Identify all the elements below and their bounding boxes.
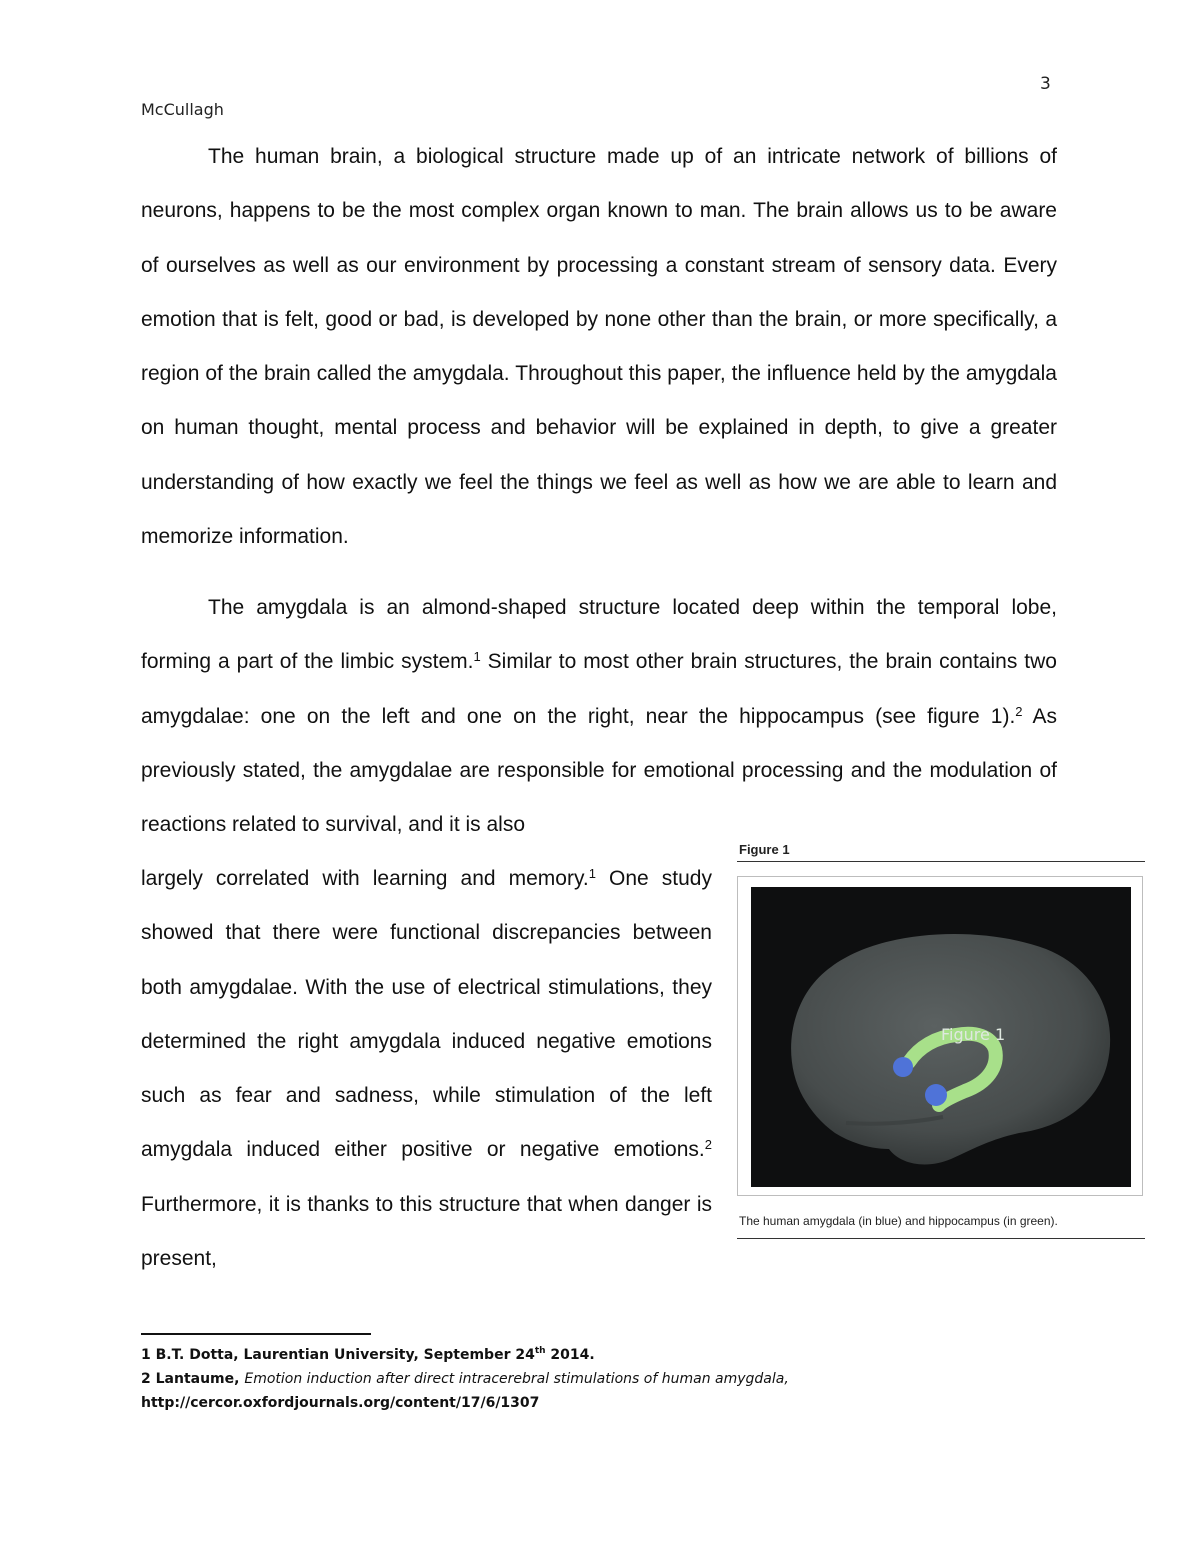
running-header-author: McCullagh bbox=[141, 100, 224, 119]
footnote-2-author: 2 Lantaume, bbox=[141, 1371, 245, 1387]
footnote-2-title: Emotion induction after direct intracerebral stimulations of human amygdala, bbox=[244, 1371, 789, 1387]
paragraph-amygdala bbox=[141, 581, 1057, 852]
figure-top-rule bbox=[737, 861, 1145, 862]
figure-title: Figure 1 bbox=[739, 842, 790, 857]
footnote-ref: 1 bbox=[588, 866, 596, 881]
brain-surface bbox=[791, 934, 1110, 1164]
footnote-ref: 2 bbox=[1015, 703, 1023, 719]
paragraph-text: The amygdala is an almond-shaped structure located deep within the temporal lobe, forming a part of the limbic system. bbox=[141, 596, 1057, 674]
page-number: 3 bbox=[1040, 74, 1051, 94]
figure-frame bbox=[737, 876, 1143, 1196]
paragraph-text: Furthermore, it is thanks to this structure that when danger is present, bbox=[141, 1192, 712, 1271]
figure-overlay-label: Figure 1 bbox=[941, 1025, 1006, 1044]
footnotes bbox=[141, 1343, 1061, 1415]
paragraph-text: As previously stated, the amygdalae are responsible for emotional processing and the modulation of reactions related to survival, and it is also bbox=[141, 704, 1057, 837]
figure-bottom-rule bbox=[737, 1238, 1145, 1239]
footnote-1-sup: th bbox=[534, 1346, 546, 1356]
paragraph-intro bbox=[141, 130, 1057, 564]
amygdala-right bbox=[925, 1084, 947, 1106]
amygdala-left bbox=[893, 1057, 913, 1077]
paragraph-study bbox=[141, 852, 712, 1286]
brain-illustration bbox=[751, 887, 1131, 1187]
footnote-ref: 1 bbox=[473, 649, 481, 665]
footnote-2-url-line bbox=[141, 1391, 1061, 1415]
paragraph-text: largely correlated with learning and memory. bbox=[141, 867, 589, 890]
paragraph-text: One study showed that there were functional discrepancies between both amygdalae. With the use of electrical stimulations, they determined the right amygdala induced negative emotions such as fear and sadness, while stimulation of the left amygdala induced either positive or negative emotions. bbox=[141, 867, 712, 1162]
footnote-2 bbox=[141, 1367, 1061, 1391]
paragraph-text: Similar to most other brain structures, the brain contains two amygdalae: one on the left and one on the right, near the hippocampus (see figure 1). bbox=[141, 650, 1057, 728]
paragraph-intro-text: The human brain, a biological structure made up of an intricate network of billions of neurons, happens to be the most complex organ known to man. The brain allows us to be aware of ourselves as well as our environment by processing a constant stream of sensory data. Every emotion that is felt, good or bad, is developed by none other than the brain, or more specifically, a region of the brain called the amygdala. Throughout this paper, the influence held by the amygdala on human thought, mental process and behavior will be explained in depth, to give a greater understanding of how exactly we feel the things we feel as well as how we are able to learn and memorize information. bbox=[141, 145, 1057, 549]
footnote-2-url[interactable]: http://cercor.oxfordjournals.org/content/17/6/1307 bbox=[141, 1395, 540, 1411]
footnote-1 bbox=[141, 1343, 1061, 1367]
footnote-separator bbox=[141, 1333, 371, 1335]
figure-caption: The human amygdala (in blue) and hippocampus (in green). bbox=[739, 1214, 1058, 1228]
figure-1 bbox=[737, 842, 1145, 1240]
footnote-1-text: 1 B.T. Dotta, Laurentian University, September 24 bbox=[141, 1347, 535, 1363]
footnote-1-end: 2014. bbox=[545, 1347, 595, 1363]
brain-image bbox=[751, 887, 1131, 1187]
footnote-ref: 2 bbox=[704, 1137, 712, 1153]
